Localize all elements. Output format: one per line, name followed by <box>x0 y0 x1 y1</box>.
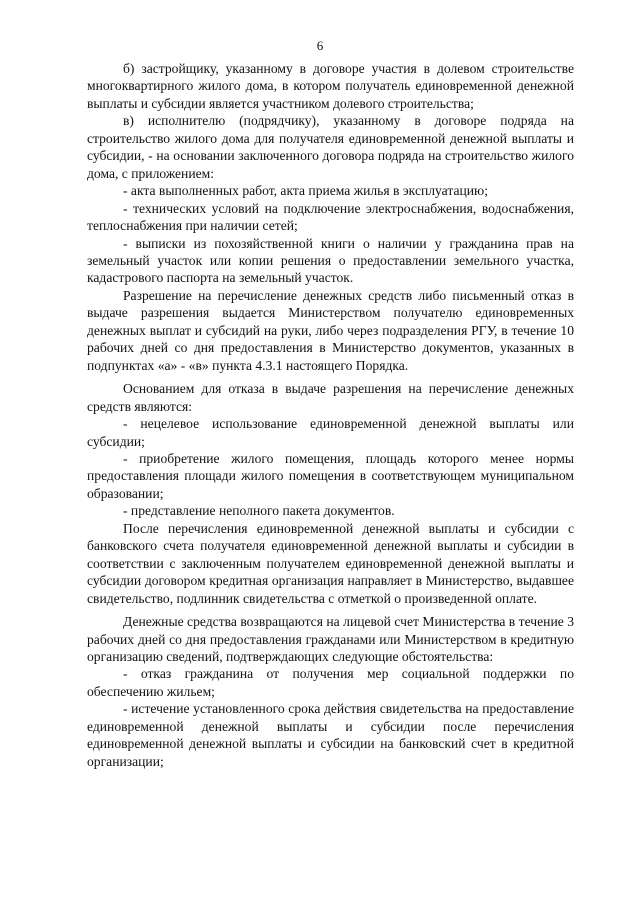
document-body <box>87 60 574 770</box>
page-number: 6 <box>316 38 324 53</box>
list-item-household-book-extract: - выписки из похозяйственной книги о наличии у гражданина прав на земельный участок или копии решения о предоставлении земельного участка, кадастрового паспорта на земельный участок. <box>87 235 574 286</box>
paragraph-refusal-grounds: Основанием для отказа в выдаче разрешения на перечисление денежных средств являются: <box>87 381 574 414</box>
list-item-technical-conditions: - технических условий на подключение электроснабжения, водоснабжения, теплоснабжения при наличии сетей; <box>87 200 574 234</box>
paragraph-after-transfer: После перечисления единовременной денежной выплаты и субсидии с банковского счета получателя единовременной денежной выплаты и субсидии в соответствии с заключенным получателем единовременной денежной выплаты и субсидии договором кредитная организация направляет в Министерство, выдавшее свидетельство, подлинник свидетельства с отметкой о произведенной оплате. <box>87 520 574 606</box>
list-item-certificate-expiry: - истечение установленного срока действия свидетельства на предоставление единовременной денежной выплаты и субсидии после перечисления единовременной денежной выплаты и субсидии на банковский счет в кредитной организации; <box>87 701 574 769</box>
list-item-incomplete-documents: - представление неполного пакета документов. <box>123 503 395 519</box>
list-item-misuse: - нецелевое использование единовременной денежной выплаты или субсидии; <box>87 416 574 449</box>
list-item-citizen-refusal: - отказ гражданина от получения мер социальной поддержки по обеспечению жильем; <box>87 666 574 699</box>
list-item-area-below-norm: - приобретение жилого помещения, площадь которого менее нормы предоставления площади жилого помещения в соответствующем муниципальном образовании; <box>87 450 574 501</box>
paragraph-contractor: в) исполнителю (подрядчику), указанному в договоре подряда на строительство жилого дома для получателя единовременной денежной выплаты и субсидии, - на основании заключенного договора подряда на строительство жилого дома, с приложением: <box>87 113 574 181</box>
paragraph-developer: б) застройщику, указанному в договоре участия в долевом строительстве многоквартирного жилого дома, в котором получатель единовременной денежной выплаты и субсидии является участником долевого строительства; <box>87 61 574 111</box>
paragraph-funds-return: Денежные средства возвращаются на лицевой счет Министерства в течение 3 рабочих дней со дня предоставления гражданами или Министерством в кредитную организацию сведений, подтверждающих следующие обстоятельства: <box>87 614 574 664</box>
list-item-acts: - акта выполненных работ, акта приема жилья в эксплуатацию; <box>123 183 488 199</box>
paragraph-permission: Разрешение на перечисление денежных средств либо письменный отказ в выдаче разрешения выдается Министерством получателю единовременных денежных выплат и субсидий на руки, либо через подразделения РГУ, в течение 10 рабочих дней со дня предоставления в Министерство документов, указанных в подпунктах «а» - «в» пункта 4.3.1 настоящего Порядка. <box>87 287 574 373</box>
